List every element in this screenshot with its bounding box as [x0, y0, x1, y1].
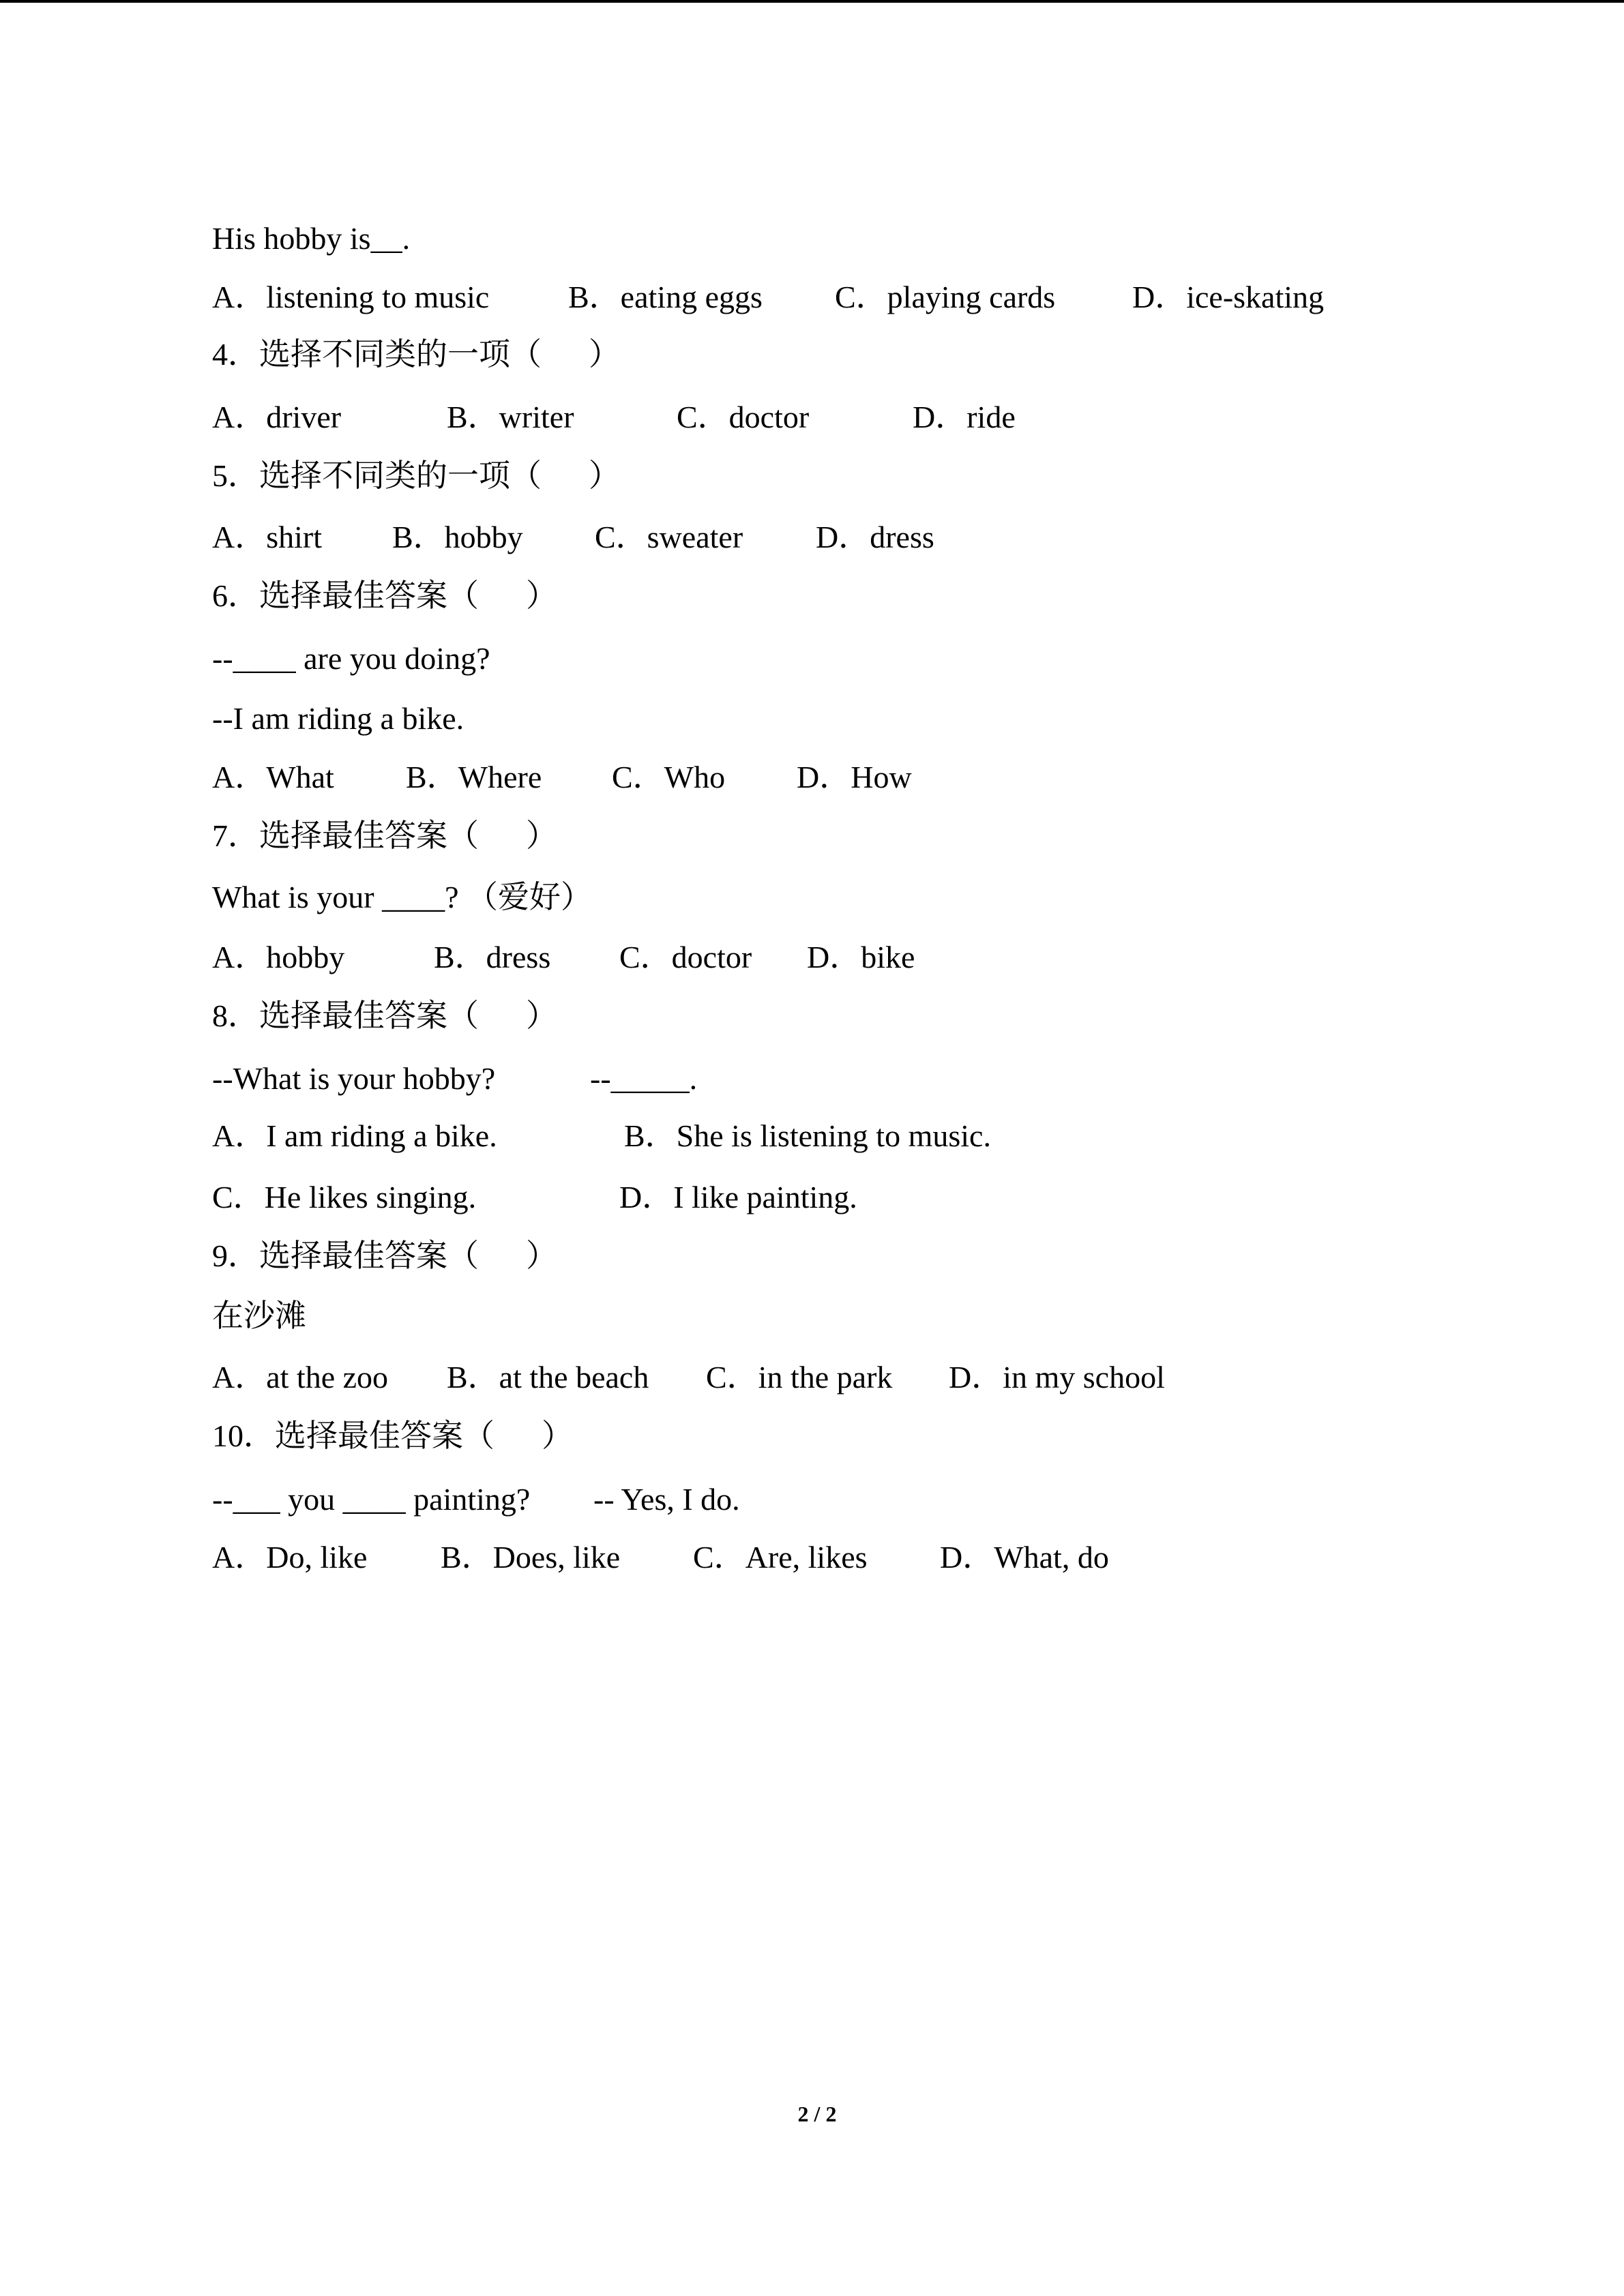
question-10-title: 10．选择最佳答案（ ）	[212, 1418, 573, 1453]
page-top-border	[0, 0, 1624, 3]
question-8-option-b: B．She is listening to music.	[624, 1118, 991, 1153]
question-10-option-c: C．Are, likes	[693, 1540, 868, 1575]
question-5-option-a: A．shirt	[212, 520, 322, 554]
question-5-option-b: B．hobby	[392, 520, 523, 554]
page-number: 2 / 2	[797, 2102, 837, 2126]
question-3-option-d: D．ice-skating	[1132, 280, 1325, 314]
question-7-stem: What is your ____? （爱好）	[212, 880, 593, 914]
question-4-option-c: C．doctor	[677, 400, 810, 434]
question-9-option-c: C．in the park	[706, 1360, 893, 1395]
question-7-option-a: A．hobby	[212, 940, 345, 974]
question-3-option-c: C．playing cards	[835, 280, 1056, 314]
question-8-option-d: D．I like painting.	[619, 1180, 857, 1214]
question-9-stem: 在沙滩	[212, 1298, 306, 1333]
question-9-option-b: B．at the beach	[447, 1360, 649, 1395]
question-6-option-b: B．Where	[406, 760, 542, 794]
question-10-option-a: A．Do, like	[212, 1540, 368, 1575]
question-5-title: 5．选择不同类的一项（ ）	[212, 458, 620, 493]
question-5-option-c: C．sweater	[595, 520, 743, 554]
question-8-title: 8．选择最佳答案（ ）	[212, 998, 557, 1033]
question-10-option-d: D．What, do	[940, 1540, 1109, 1575]
question-6-option-d: D．How	[797, 760, 912, 794]
question-6-option-c: C．Who	[612, 760, 726, 794]
question-6-stem-line-1: --____ are you doing?	[212, 641, 490, 676]
question-8-stem-answer: --_____.	[590, 1061, 698, 1096]
question-6-title: 6．选择最佳答案（ ）	[212, 578, 557, 613]
question-7-option-d: D．bike	[807, 940, 915, 974]
question-10-option-b: B．Does, like	[441, 1540, 621, 1575]
question-6-stem-line-2: --I am riding a bike.	[212, 701, 464, 736]
question-4-option-a: A．driver	[212, 400, 342, 434]
question-9-option-a: A．at the zoo	[212, 1360, 389, 1395]
question-3-option-a: A．listening to music	[212, 280, 490, 314]
question-8-option-c: C．He likes singing.	[212, 1180, 477, 1214]
question-4-title: 4．选择不同类的一项（ ）	[212, 337, 620, 372]
question-10-stem-answer: -- Yes, I do.	[593, 1482, 740, 1517]
question-3-option-b: B．eating eggs	[568, 280, 763, 314]
question-5-option-d: D．dress	[816, 520, 934, 554]
question-8-option-a: A．I am riding a bike.	[212, 1118, 497, 1153]
question-3-stem: His hobby is__.	[212, 221, 411, 256]
question-4-option-b: B．writer	[447, 400, 574, 434]
question-8-stem-question: --What is your hobby?	[212, 1061, 496, 1096]
question-9-title: 9．选择最佳答案（ ）	[212, 1238, 557, 1273]
question-4-option-d: D．ride	[913, 400, 1016, 434]
question-7-title: 7．选择最佳答案（ ）	[212, 818, 557, 853]
question-10-stem-question: --___ you ____ painting?	[212, 1482, 531, 1517]
question-6-option-a: A．What	[212, 760, 334, 794]
question-7-option-c: C．doctor	[619, 940, 752, 974]
question-7-option-b: B．dress	[434, 940, 551, 974]
question-9-option-d: D．in my school	[949, 1360, 1165, 1395]
